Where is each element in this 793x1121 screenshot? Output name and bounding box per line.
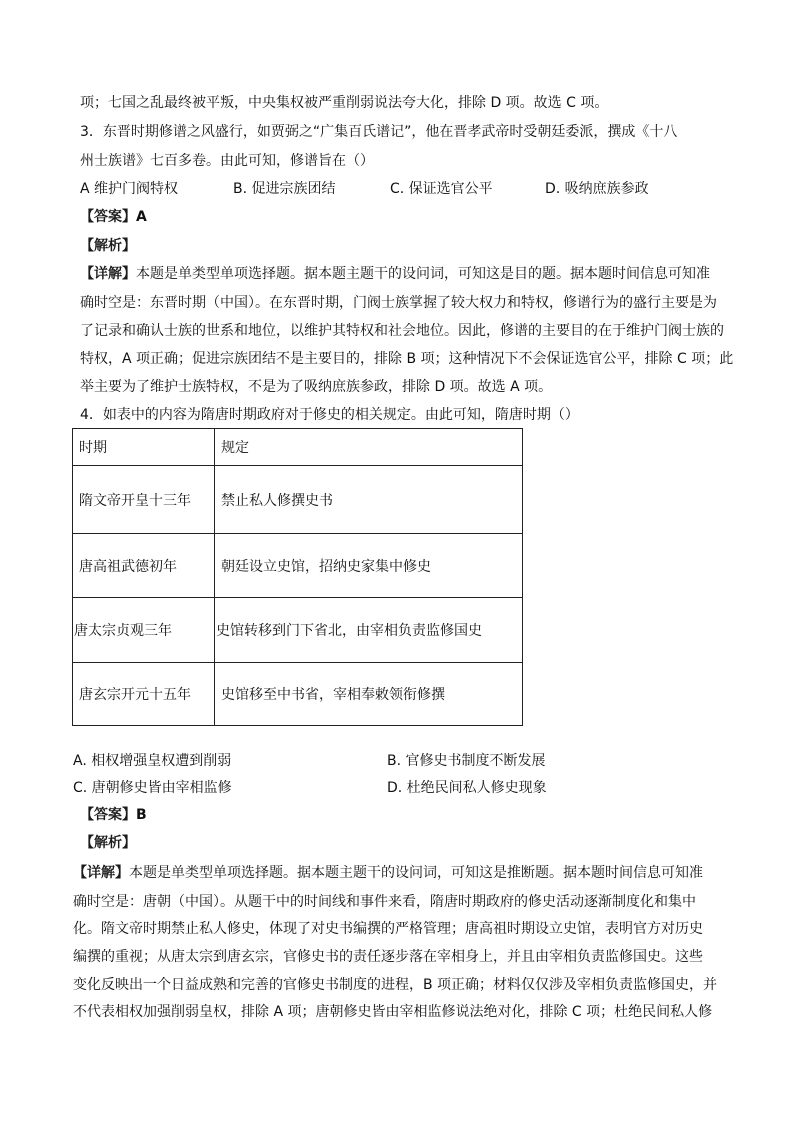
text-line: 项；七国之乱最终被平叛，中央集权被严重削弱说法夸大化，排除 D 项。故选 C 项。 [80, 95, 609, 111]
table-row [73, 598, 523, 663]
q3-detail-line: 确时空是：东晋时期（中国）。在东晋时期，门阀士族掌握了较大权力和特权，修谱行为的盛行主要是为 [80, 295, 717, 311]
q3-option-b: B. 促进宗族团结 [233, 181, 336, 197]
table-row [73, 663, 523, 726]
q3-option-d: D. 吸纳庶族参政 [545, 181, 649, 197]
q3-detail-line: 了记录和确认士族的世系和地位，以维护其特权和社会地位。因此，修谱的主要目的在于维护门阀士族的 [80, 323, 724, 339]
question-3-stem-continued: 州士族谱》七百多卷。由此可知，修谱旨在（） [80, 153, 374, 169]
q4-detail-line [73, 863, 703, 883]
answer-value: A [136, 209, 147, 225]
q4-option-b: B. 官修史书制度不断发展 [387, 753, 546, 769]
q3-option-c: C. 保证选官公平 [390, 181, 493, 197]
q4-option-d: D. 杜绝民间私人修史现象 [387, 780, 547, 796]
table-header-cell: 规定 [215, 429, 523, 466]
regulations-table [72, 428, 523, 726]
q3-answer [80, 207, 147, 227]
table-cell-rule: 朝廷设立史馆，招纳史家集中修史 [215, 534, 523, 598]
detail-text: 本题是单类型单项选择题。据本题主题干的设问词，可知这是目的题。据本题时间信息可知准 [136, 266, 710, 282]
q4-answer [80, 805, 147, 825]
table-row [73, 466, 523, 534]
q4-detail-line: 化。隋文帝时期禁止私人修史，体现了对史书编撰的严格管理；唐高祖时期设立史馆，表明官方对历史 [73, 921, 703, 937]
table-cell-rule: 史馆移至中书省，宰相奉敕领衔修撰 [215, 663, 523, 726]
q4-detail-line: 确时空是：唐朝（中国）。从题干中的时间线和事件来看，隋唐时期政府的修史活动逐渐制度化和集中 [73, 894, 696, 910]
table-cell-period: 唐高祖武德初年 [73, 534, 215, 598]
answer-value: B [136, 807, 147, 823]
table-cell-rule: 禁止私人修撰史书 [215, 466, 523, 534]
q3-detail-line: 举主要为了维护士族特权，不是为了吸纳庶族参政，排除 D 项。故选 A 项。 [80, 379, 553, 395]
detail-label: 【详解】 [73, 865, 129, 881]
question-3-stem: 3．东晋时期修谱之风盛行，如贾弼之“广集百氏谱记”，他在晋孝武帝时受朝廷委派，撰成《十八 [80, 124, 678, 140]
answer-label: 【答案】 [80, 807, 136, 823]
q4-analysis-label: 【解析】 [80, 835, 136, 851]
q4-detail-line: 不代表相权加强削弱皇权，排除 A 项；唐朝修史皆由宰相监修说法绝对化，排除 C 项；杜绝民间私人修 [73, 1004, 713, 1020]
answer-label: 【答案】 [80, 209, 136, 225]
q3-analysis-label: 【解析】 [80, 238, 136, 254]
table-header-row [73, 429, 523, 466]
q4-option-a: A. 相权增强皇权遭到削弱 [73, 753, 232, 769]
q4-detail-line: 变化反映出一个日益成熟和完善的官修史书制度的进程，B 项正确；材料仅仅涉及宰相负责监修国史，并 [73, 977, 718, 993]
q4-option-c: C. 唐朝修史皆由宰相监修 [73, 780, 232, 796]
table-cell-period: 唐太宗贞观三年 [73, 598, 215, 663]
detail-text: 本题是单类型单项选择题。据本题主题干的设问词，可知这是推断题。据本题时间信息可知准 [129, 865, 703, 881]
q3-detail-line [80, 264, 710, 284]
table-header-cell: 时期 [73, 429, 215, 466]
q3-option-a: A 维护门阀特权 [80, 181, 179, 197]
detail-label: 【详解】 [80, 266, 136, 282]
table-cell-rule: 史馆转移到门下省北，由宰相负责监修国史 [215, 598, 523, 663]
table-row [73, 534, 523, 598]
q3-detail-line: 特权，A 项正确；促进宗族团结不是主要目的，排除 B 项；这种情况下不会保证选官公平，排除 C 项；此 [80, 351, 734, 367]
question-4-stem: 4．如表中的内容为隋唐时期政府对于修史的相关规定。由此可知，隋唐时期（） [80, 407, 579, 423]
table-cell-period: 隋文帝开皇十三年 [73, 466, 215, 534]
table-cell-period: 唐玄宗开元十五年 [73, 663, 215, 726]
q4-detail-line: 编撰的重视；从唐太宗到唐玄宗，官修史书的责任逐步落在宰相身上，并且由宰相负责监修国史。这些 [73, 949, 703, 965]
